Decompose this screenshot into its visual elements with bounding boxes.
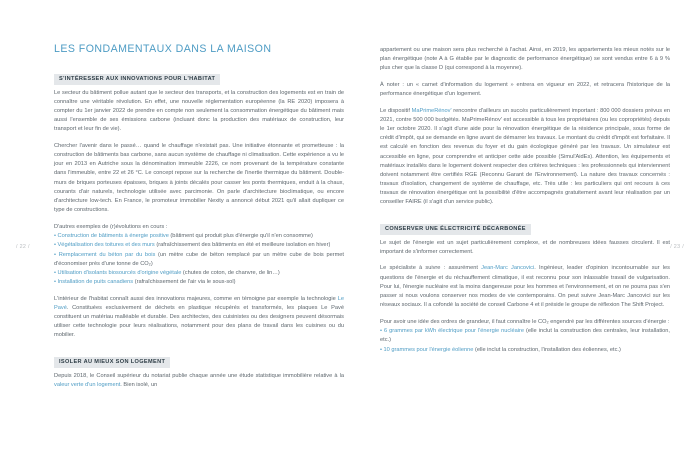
list-item-detail: (elle inclut la construction des centrales, leur installation, etc.) <box>380 328 670 344</box>
page-folio-left: / 22 / <box>16 244 30 250</box>
link-le-pave[interactable]: Le Pavé <box>54 295 344 311</box>
link-nuclear-energy-grams[interactable]: 6 grammes par kWh électrique pour l'énergie nucléaire <box>384 328 525 335</box>
paragraph-building-sector: Le secteur du bâtiment pollue autant que le secteur des transports, et la construction des logements est en train de connaître une véritable révolution. En effet, une nouvelle réglementation européenne (la RE 2020) imposera à compter du 1er janvier 2022 de prendre en compte non seulement la consommation énergétique du bâtiment mais aussi l'ensemble de ses émissions carbone (incluant donc la production des matériaux de construction, leur transport et leur fin de vie). <box>54 89 344 133</box>
paragraph-le-pave-post: . Constituées exclusivement de déchets en plastique récupérés et transformés, les plaques Le Pavé constituent un matériau malléable et durable. Des architectes, des cuisinistes ou des designers peuvent désormais utiliser cette technologie pour leurs réalisations, notamment pour des plans de travail dans les cuisines ou du mobilier. <box>54 304 344 339</box>
link-canadian-wells[interactable]: Installation de puits canadiens <box>57 279 134 286</box>
list-revolutions <box>54 232 344 287</box>
link-positive-energy-buildings[interactable]: Construction de bâtiments à énergie positive <box>57 233 169 240</box>
paragraph-valeur-verte-pre: Depuis 2018, le Conseil supérieur du notariat publie chaque année une étude statistique immobilière relative à la <box>54 372 344 379</box>
left-column <box>54 44 344 432</box>
paragraph-le-pave <box>54 295 344 341</box>
list-item-detail: (rafraîchissement de l'air via le sous-sol) <box>133 279 236 286</box>
list-item-detail: (rafraîchissement des bâtiments en été et meilleure isolation en hiver) <box>154 242 331 249</box>
list-item-detail: (chutes de coton, de chanvre, de lin…) <box>181 269 280 276</box>
paragraph-carnet-information: À noter : un « carnet d'information du logement » entrera en vigueur en 2022, et retracera l'historique de la performance énergétique d'un logement. <box>380 81 670 98</box>
list-item <box>54 269 344 278</box>
link-green-roofs-walls[interactable]: Végétalisation des toitures et des murs <box>57 242 155 249</box>
link-jean-marc-jancovici[interactable]: Jean-Marc Jancovici <box>481 265 535 272</box>
paragraph-valeur-verte <box>54 372 344 390</box>
paragraph-le-pave-pre: L'intérieur de l'habitat connaît aussi des innovations majeures, comme en témoigne par exemple la technologie <box>54 295 338 302</box>
page-title: LES FONDAMENTAUX DANS LA MAISON <box>54 43 272 55</box>
list-item-detail: (elle inclut la construction, l'installation des éoliennes, etc.) <box>473 346 621 353</box>
paragraph-jancovici <box>380 264 670 310</box>
subheading-electricite-decarbonee: CONSERVER UNE ÉLECTRICITÉ DÉCARBONÉE <box>380 224 531 235</box>
link-concrete-to-wood[interactable]: Remplacement du béton par du bois <box>58 251 156 258</box>
page-folio-right: / 23 / <box>670 244 684 250</box>
link-biosourced-insulation[interactable]: Utilisation d'isolants biosourcés d'origine végétale <box>57 269 182 276</box>
list-item-detail: (un mètre cube de béton remplacé par un mètre cube de bois permet d'économiser près d'une tonne de CO₂) <box>54 251 344 267</box>
paragraph-other-examples-intro: D'autres exemples de (r)évolutions en cours : <box>54 223 168 230</box>
list-energy-sources <box>380 327 670 354</box>
list-item-detail: (bâtiment qui produit plus d'énergie qu'il n'en consomme) <box>168 233 313 240</box>
link-valeur-verte[interactable]: valeur verte d'un logement <box>54 381 121 388</box>
paragraph-maprimerenov <box>380 107 670 208</box>
paragraph-maprimerenov-pre: Le dispositif <box>380 107 412 114</box>
paragraph-jancovici-pre: Le spécialiste à suivre : assurément <box>380 265 482 272</box>
list-item <box>380 346 670 355</box>
paragraph-valeur-verte-post: . Bien isolé, un <box>120 381 158 388</box>
subheading-innovations: S'INTÉRESSER AUX INNOVATIONS POUR L'HABITAT <box>54 74 220 85</box>
paragraph-maprimerenov-post: rencontre d'ailleurs un succès particulièrement important : 800 000 dossiers prévus en 2021, contre 500 000 budgétés. MaPrimeRénov' est accessible à tous les propriétaires (ou les copropriétés) depuis le 1er octobre 2020. Il s'agit d'une aide pour la rénovation énergétique de la résidence principale, sous forme de crédit d'impôt, qui se demande en ligne avant de démarrer les travaux. Le montant du crédit d'impôt est forfaitaire. Il est calculé en fonction des revenus du foyer et du gain écologique généré par les travaux. Un simulateur est accessible en ligne, pour comprendre et anticiper cette aide possible (Simul'AidEs). Attention, les équipements et matériaux installés dans le logement doivent respecter des critères techniques : les professionnels qui interviennent doivent notamment être certifiés RGE (Reconnu Garant de l'Environnement). La nature des travaux concernés : travaux d'isolation, changement de système de chauffage, etc. Très utile : les particuliers qui ont recours à ces travaux de rénovation énergétique ont la possibilité d'être accompagnés gratuitement avant leur réalisation par un conseiller FAIRE (il s'agit d'un service public). <box>380 107 670 206</box>
list-item <box>54 232 344 241</box>
list-item <box>54 251 344 269</box>
link-wind-energy-grams[interactable]: 10 grammes pour l'énergie éolienne <box>383 346 474 353</box>
paragraph-jancovici-post: . Ingénieur, leader d'opinion incontournable sur les questions de l'énergie et du réchauffement climatique, il est reconnu pour son inlassable travail de vulgarisation. Pour lui, l'énergie nucléaire est la moins dangereuse pour les hommes et l'environnement, et on ne pourra pas s'en passer si nous voulons conserver nos modes de vie contemporains. On peut suivre Jean-Marc Jancovici sur les réseaux sociaux. Il a cofondé la société de conseil Carbone 4 et il préside le groupe de réflexion The Shift Project. <box>380 265 670 309</box>
list-item <box>54 278 344 287</box>
link-maprimerenov[interactable]: MaPrimeRénov' <box>411 107 452 114</box>
paragraph-future-in-past: Chercher l'avenir dans le passé… quand le chauffage n'existait pas. Une initiative étonnante et prometteuse : la construction de bâtiments bas carbone, sans aucun système de chauffage ni climatisation. Cette expérience a vu le jour en 2013 en Autriche sous la dénomination immeuble 2226, ce nom provenant de la température constante dans l'immeuble, entre 22 et 26 °C. Le concept repose sur la recherche de l'inertie thermique du bâtiment. Double-murs de briques porteuses épaisses, briques à joints décalés pour casser les ponts thermiques, enduit à la chaux, courants d'air naturels, technologie utilisée avec parcimonie. On parle d'architecture bioclimatique, ou encore d'architecture low-tech. En France, le promoteur immobilier Nexity a annoncé début 2021 qu'il allait dupliquer ce type de constructions. <box>54 142 344 213</box>
list-item <box>380 327 670 345</box>
list-item <box>54 241 344 250</box>
right-column <box>380 44 670 432</box>
subheading-isoler: ISOLER AU MIEUX SON LOGEMENT <box>54 357 170 368</box>
paragraph-valeur-verte-continued: appartement ou une maison sera plus recherché à l'achat. Ainsi, en 2019, les appartements les mieux notés sur le plan énergétique (note A à G établie par le diagnostic de performance énergétique) se sont vendus entre 6 à 9 % plus cher que la classe D (qui correspond à la moyenne). <box>380 47 670 72</box>
paragraph-ordres-de-grandeur: Pour avoir une idée des ordres de grandeur, il faut connaître le CO₂ engendré par les différentes sources d'énergie : <box>380 318 670 325</box>
paragraph-energie-complexe: Le sujet de l'énergie est un sujet particulièrement complexe, et de nombreuses idées fausses circulent. Il est important de s'informer correctement. <box>380 239 670 255</box>
